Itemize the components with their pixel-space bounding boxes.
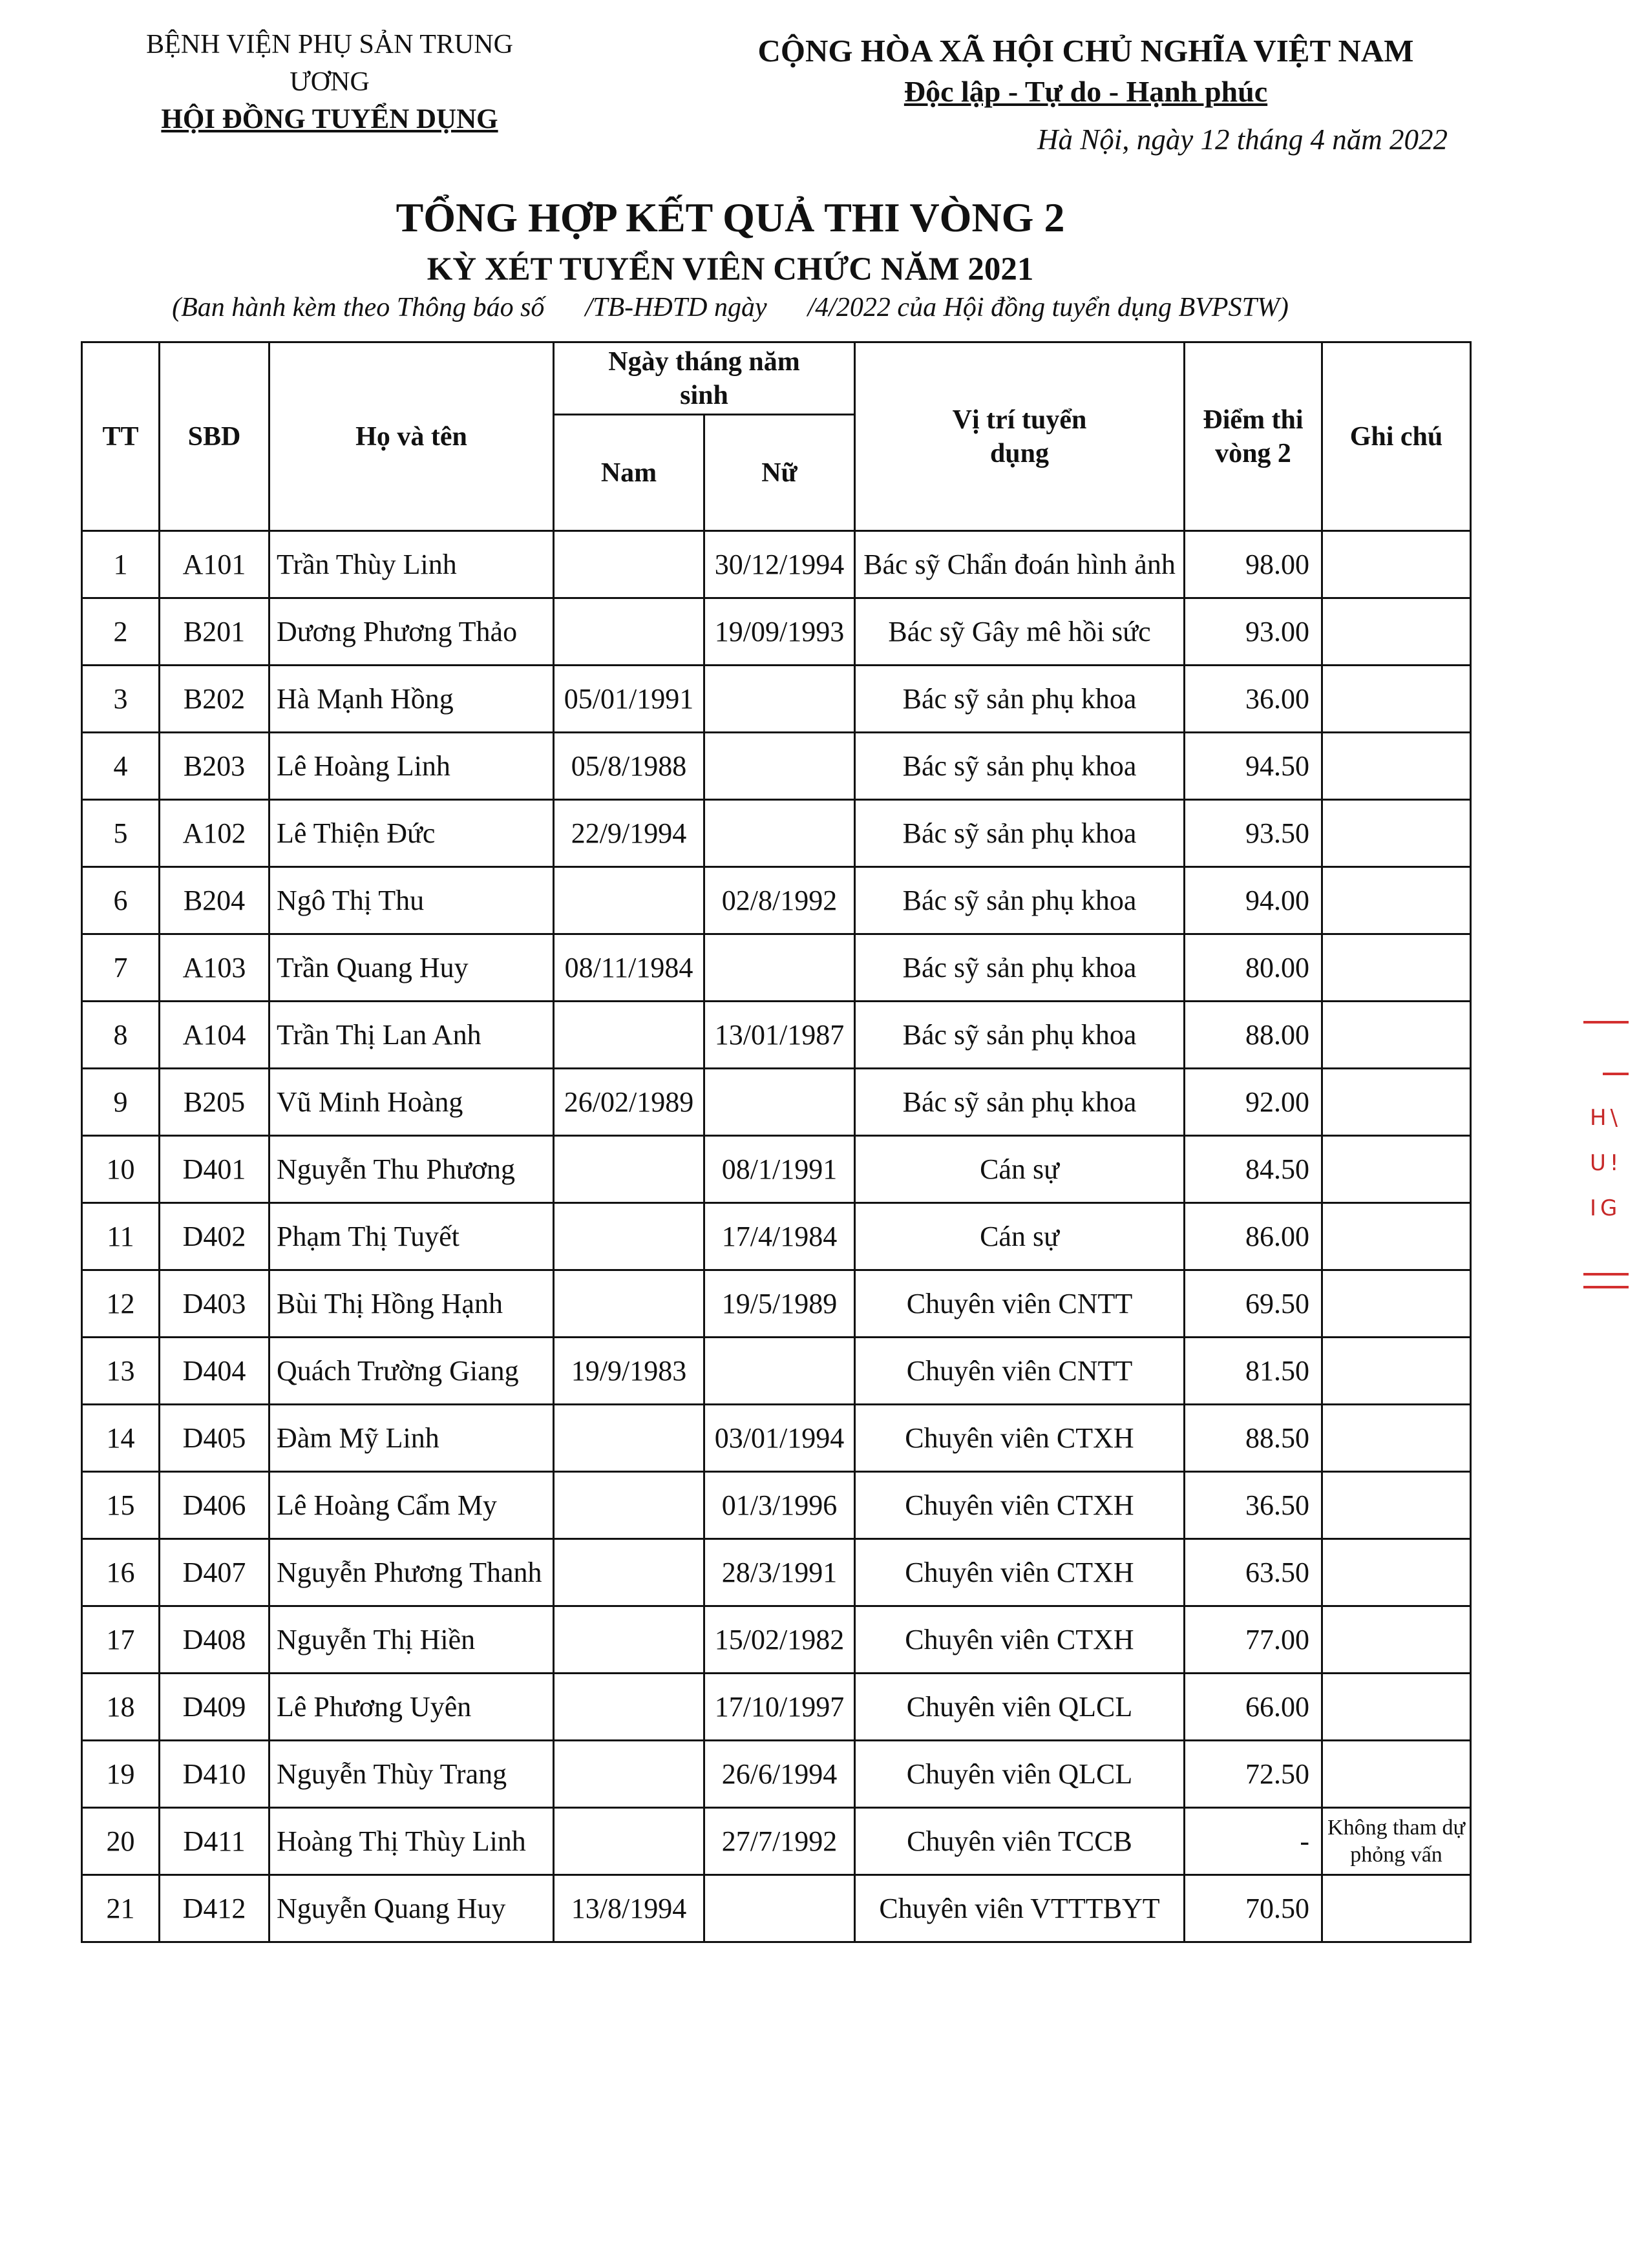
cell-sbd: D402 xyxy=(160,1203,269,1270)
cell-dob-male xyxy=(554,1136,704,1203)
cell-score: 88.50 xyxy=(1185,1405,1322,1472)
cell-name: Lê Hoàng Linh xyxy=(269,733,554,800)
cell-dob-female xyxy=(704,733,855,800)
cell-remark xyxy=(1322,1674,1471,1741)
cell-score: 98.00 xyxy=(1185,531,1322,598)
cell-remark xyxy=(1322,1002,1471,1069)
cell-dob-male xyxy=(554,1203,704,1270)
cell-name: Hoàng Thị Thùy Linh xyxy=(269,1808,554,1875)
cell-dob-male: 22/9/1994 xyxy=(554,800,704,867)
cell-sbd: B204 xyxy=(160,867,269,934)
cell-name: Trần Thùy Linh xyxy=(269,531,554,598)
cell-tt: 13 xyxy=(82,1338,160,1405)
cell-sbd: B201 xyxy=(160,598,269,666)
cell-score: 81.50 xyxy=(1185,1338,1322,1405)
header-dob-group: Ngày tháng năm sinh xyxy=(554,342,855,415)
cell-tt: 2 xyxy=(82,598,160,666)
cell-remark xyxy=(1322,733,1471,800)
cell-position: Bác sỹ sản phụ khoa xyxy=(855,800,1185,867)
cell-dob-female: 01/3/1996 xyxy=(704,1472,855,1539)
table-row xyxy=(82,1875,1471,1942)
cell-sbd: D408 xyxy=(160,1606,269,1674)
cell-name: Nguyễn Thu Phương xyxy=(269,1136,554,1203)
cell-dob-male xyxy=(554,1674,704,1741)
header-dob-female: Nữ xyxy=(704,415,855,531)
cell-position: Bác sỹ Gây mê hồi sức xyxy=(855,598,1185,666)
cell-tt: 19 xyxy=(82,1741,160,1808)
table-row xyxy=(82,1002,1471,1069)
cell-position: Chuyên viên QLCL xyxy=(855,1741,1185,1808)
table-row xyxy=(82,1338,1471,1405)
cell-name: Quách Trường Giang xyxy=(269,1338,554,1405)
cell-sbd: A104 xyxy=(160,1002,269,1069)
cell-dob-female: 17/10/1997 xyxy=(704,1674,855,1741)
cell-tt: 16 xyxy=(82,1539,160,1606)
national-motto-header xyxy=(685,30,1486,111)
cell-dob-male: 19/9/1983 xyxy=(554,1338,704,1405)
cell-sbd: D405 xyxy=(160,1405,269,1472)
cell-tt: 15 xyxy=(82,1472,160,1539)
cell-tt: 12 xyxy=(82,1270,160,1338)
cell-position: Cán sự xyxy=(855,1203,1185,1270)
cell-position: Bác sỹ sản phụ khoa xyxy=(855,1002,1185,1069)
cell-sbd: D407 xyxy=(160,1539,269,1606)
cell-score: 80.00 xyxy=(1185,934,1322,1002)
cell-dob-female: 30/12/1994 xyxy=(704,531,855,598)
cell-score: 63.50 xyxy=(1185,1539,1322,1606)
cell-remark xyxy=(1322,1270,1471,1338)
stamp-text-2: U! xyxy=(1590,1150,1623,1176)
cell-position: Chuyên viên CTXH xyxy=(855,1405,1185,1472)
cell-name: Lê Thiện Đức xyxy=(269,800,554,867)
cell-tt: 17 xyxy=(82,1606,160,1674)
cell-dob-female: 15/02/1982 xyxy=(704,1606,855,1674)
header-sbd: SBD xyxy=(160,342,269,531)
cell-dob-female: 19/09/1993 xyxy=(704,598,855,666)
table-row xyxy=(82,666,1471,733)
cell-sbd: A103 xyxy=(160,934,269,1002)
cell-dob-male xyxy=(554,867,704,934)
cell-position: Chuyên viên CTXH xyxy=(855,1606,1185,1674)
cell-tt: 8 xyxy=(82,1002,160,1069)
cell-remark: Không tham dự phỏng vấn xyxy=(1322,1808,1471,1875)
cell-remark xyxy=(1322,1069,1471,1136)
cell-score: 94.50 xyxy=(1185,733,1322,800)
cell-tt: 10 xyxy=(82,1136,160,1203)
cell-dob-male xyxy=(554,1606,704,1674)
cell-sbd: D411 xyxy=(160,1808,269,1875)
cell-position: Cán sự xyxy=(855,1136,1185,1203)
hospital-name: BỆNH VIỆN PHỤ SẢN TRUNG ƯƠNG xyxy=(146,30,513,97)
cell-dob-male: 08/11/1984 xyxy=(554,934,704,1002)
cell-dob-female: 13/01/1987 xyxy=(704,1002,855,1069)
cell-dob-female: 28/3/1991 xyxy=(704,1539,855,1606)
motto: Độc lập - Tự do - Hạnh phúc xyxy=(903,75,1268,108)
table-row xyxy=(82,1674,1471,1741)
cell-position: Bác sỹ sản phụ khoa xyxy=(855,666,1185,733)
cell-dob-male: 13/8/1994 xyxy=(554,1875,704,1942)
cell-name: Hà Mạnh Hồng xyxy=(269,666,554,733)
cell-remark xyxy=(1322,1405,1471,1472)
cell-score: 66.00 xyxy=(1185,1674,1322,1741)
cell-tt: 21 xyxy=(82,1875,160,1942)
cell-name: Phạm Thị Tuyết xyxy=(269,1203,554,1270)
cell-sbd: D406 xyxy=(160,1472,269,1539)
cell-remark xyxy=(1322,1472,1471,1539)
cell-sbd: B205 xyxy=(160,1069,269,1136)
cell-dob-male xyxy=(554,1472,704,1539)
cell-sbd: B202 xyxy=(160,666,269,733)
cell-position: Bác sỹ sản phụ khoa xyxy=(855,733,1185,800)
cell-name: Dương Phương Thảo xyxy=(269,598,554,666)
cell-score: 70.50 xyxy=(1185,1875,1322,1942)
table-row xyxy=(82,1606,1471,1674)
table-body xyxy=(82,531,1471,1942)
cell-score: 88.00 xyxy=(1185,1002,1322,1069)
organization-header xyxy=(103,26,556,138)
cell-remark xyxy=(1322,934,1471,1002)
cell-score: 92.00 xyxy=(1185,1069,1322,1136)
cell-dob-female: 08/1/1991 xyxy=(704,1136,855,1203)
cell-score: 93.00 xyxy=(1185,598,1322,666)
cell-dob-male xyxy=(554,1002,704,1069)
cell-remark xyxy=(1322,1136,1471,1203)
cell-remark xyxy=(1322,666,1471,733)
cell-remark xyxy=(1322,1203,1471,1270)
header-tt: TT xyxy=(82,342,160,531)
document-date: Hà Nội, ngày 12 tháng 4 năm 2022 xyxy=(1037,123,1448,156)
cell-dob-female: 27/7/1992 xyxy=(704,1808,855,1875)
cell-tt: 20 xyxy=(82,1808,160,1875)
cell-score: 72.50 xyxy=(1185,1741,1322,1808)
cell-dob-female xyxy=(704,800,855,867)
cell-dob-female: 26/6/1994 xyxy=(704,1741,855,1808)
cell-name: Trần Thị Lan Anh xyxy=(269,1002,554,1069)
cell-name: Vũ Minh Hoàng xyxy=(269,1069,554,1136)
cell-score: 84.50 xyxy=(1185,1136,1322,1203)
cell-tt: 9 xyxy=(82,1069,160,1136)
cell-position: Chuyên viên CNTT xyxy=(855,1338,1185,1405)
cell-remark xyxy=(1322,1875,1471,1942)
cell-position: Chuyên viên CTXH xyxy=(855,1472,1185,1539)
cell-name: Lê Hoàng Cẩm My xyxy=(269,1472,554,1539)
council-name: HỘI ĐỒNG TUYỂN DỤNG xyxy=(161,104,498,134)
cell-position: Bác sỹ sản phụ khoa xyxy=(855,934,1185,1002)
results-table xyxy=(81,341,1472,1943)
cell-dob-female xyxy=(704,1875,855,1942)
cell-sbd: A102 xyxy=(160,800,269,867)
cell-name: Ngô Thị Thu xyxy=(269,867,554,934)
document-note: (Ban hành kèm theo Thông báo số /TB-HĐTD ngày /4/2022 của Hội đồng tuyển dụng BVPSTW) xyxy=(172,293,1289,322)
cell-position: Chuyên viên VTTTBYT xyxy=(855,1875,1185,1942)
cell-tt: 14 xyxy=(82,1405,160,1472)
table-row xyxy=(82,1405,1471,1472)
cell-sbd: D410 xyxy=(160,1741,269,1808)
header-remark: Ghi chú xyxy=(1322,342,1471,531)
cell-tt: 18 xyxy=(82,1674,160,1741)
cell-score: 93.50 xyxy=(1185,800,1322,867)
header-dob-male: Nam xyxy=(554,415,704,531)
cell-position: Chuyên viên TCCB xyxy=(855,1808,1185,1875)
cell-name: Đàm Mỹ Linh xyxy=(269,1405,554,1472)
cell-tt: 1 xyxy=(82,531,160,598)
header-score: Điểm thi vòng 2 xyxy=(1185,342,1322,531)
cell-tt: 11 xyxy=(82,1203,160,1270)
cell-dob-female xyxy=(704,934,855,1002)
cell-sbd: B203 xyxy=(160,733,269,800)
cell-name: Lê Phương Uyên xyxy=(269,1674,554,1741)
cell-dob-male xyxy=(554,1405,704,1472)
cell-remark xyxy=(1322,598,1471,666)
table-row xyxy=(82,733,1471,800)
cell-name: Nguyễn Thùy Trang xyxy=(269,1741,554,1808)
cell-score: 86.00 xyxy=(1185,1203,1322,1270)
cell-dob-female xyxy=(704,666,855,733)
cell-tt: 7 xyxy=(82,934,160,1002)
table-row xyxy=(82,867,1471,934)
document-title: TỔNG HỢP KẾT QUẢ THI VÒNG 2 xyxy=(396,194,1065,240)
stamp-fragment xyxy=(1570,1021,1648,1318)
table-row xyxy=(82,1808,1471,1875)
cell-tt: 5 xyxy=(82,800,160,867)
cell-sbd: D403 xyxy=(160,1270,269,1338)
table-row xyxy=(82,1136,1471,1203)
cell-tt: 4 xyxy=(82,733,160,800)
cell-dob-male xyxy=(554,598,704,666)
cell-remark xyxy=(1322,1338,1471,1405)
cell-sbd: D409 xyxy=(160,1674,269,1741)
document-subtitle: KỲ XÉT TUYỂN VIÊN CHỨC NĂM 2021 xyxy=(427,251,1034,288)
table-row xyxy=(82,1203,1471,1270)
cell-position: Chuyên viên QLCL xyxy=(855,1674,1185,1741)
cell-sbd: A101 xyxy=(160,531,269,598)
cell-dob-female: 03/01/1994 xyxy=(704,1405,855,1472)
cell-score: 36.00 xyxy=(1185,666,1322,733)
cell-sbd: D401 xyxy=(160,1136,269,1203)
stamp-text-1: H\ xyxy=(1590,1105,1622,1131)
cell-dob-male xyxy=(554,1539,704,1606)
table-row xyxy=(82,1270,1471,1338)
cell-score: 77.00 xyxy=(1185,1606,1322,1674)
cell-sbd: D404 xyxy=(160,1338,269,1405)
cell-position: Chuyên viên CNTT xyxy=(855,1270,1185,1338)
header-position: Vị trí tuyển dụng xyxy=(855,342,1185,531)
cell-dob-male: 26/02/1989 xyxy=(554,1069,704,1136)
cell-remark xyxy=(1322,531,1471,598)
cell-score: 69.50 xyxy=(1185,1270,1322,1338)
table-row xyxy=(82,531,1471,598)
cell-score: 94.00 xyxy=(1185,867,1322,934)
cell-remark xyxy=(1322,1606,1471,1674)
cell-tt: 3 xyxy=(82,666,160,733)
cell-remark xyxy=(1322,800,1471,867)
cell-dob-male xyxy=(554,1270,704,1338)
cell-score: 36.50 xyxy=(1185,1472,1322,1539)
cell-name: Nguyễn Quang Huy xyxy=(269,1875,554,1942)
cell-tt: 6 xyxy=(82,867,160,934)
cell-dob-male xyxy=(554,531,704,598)
cell-position: Bác sỹ sản phụ khoa xyxy=(855,1069,1185,1136)
cell-remark xyxy=(1322,867,1471,934)
cell-score: - xyxy=(1185,1808,1322,1875)
table-row xyxy=(82,800,1471,867)
table-row xyxy=(82,1472,1471,1539)
stamp-text-3: IG xyxy=(1590,1195,1622,1221)
table-header xyxy=(82,342,1471,531)
cell-dob-female xyxy=(704,1338,855,1405)
cell-name: Bùi Thị Hồng Hạnh xyxy=(269,1270,554,1338)
cell-name: Nguyễn Phương Thanh xyxy=(269,1539,554,1606)
country-name: CỘNG HÒA XÃ HỘI CHỦ NGHĨA VIỆT NAM xyxy=(757,33,1414,68)
cell-dob-male xyxy=(554,1808,704,1875)
cell-dob-female: 17/4/1984 xyxy=(704,1203,855,1270)
cell-position: Bác sỹ sản phụ khoa xyxy=(855,867,1185,934)
table-row xyxy=(82,1741,1471,1808)
cell-dob-female: 19/5/1989 xyxy=(704,1270,855,1338)
cell-sbd: D412 xyxy=(160,1875,269,1942)
cell-dob-female xyxy=(704,1069,855,1136)
table-row xyxy=(82,1539,1471,1606)
cell-name: Trần Quang Huy xyxy=(269,934,554,1002)
cell-remark xyxy=(1322,1741,1471,1808)
table-row xyxy=(82,934,1471,1002)
cell-position: Chuyên viên CTXH xyxy=(855,1539,1185,1606)
cell-dob-female: 02/8/1992 xyxy=(704,867,855,934)
cell-remark xyxy=(1322,1539,1471,1606)
table-row xyxy=(82,1069,1471,1136)
header-name: Họ và tên xyxy=(269,342,554,531)
cell-dob-male: 05/01/1991 xyxy=(554,666,704,733)
cell-dob-male xyxy=(554,1741,704,1808)
cell-position: Bác sỹ Chẩn đoán hình ảnh xyxy=(855,531,1185,598)
cell-name: Nguyễn Thị Hiền xyxy=(269,1606,554,1674)
cell-dob-male: 05/8/1988 xyxy=(554,733,704,800)
table-row xyxy=(82,598,1471,666)
